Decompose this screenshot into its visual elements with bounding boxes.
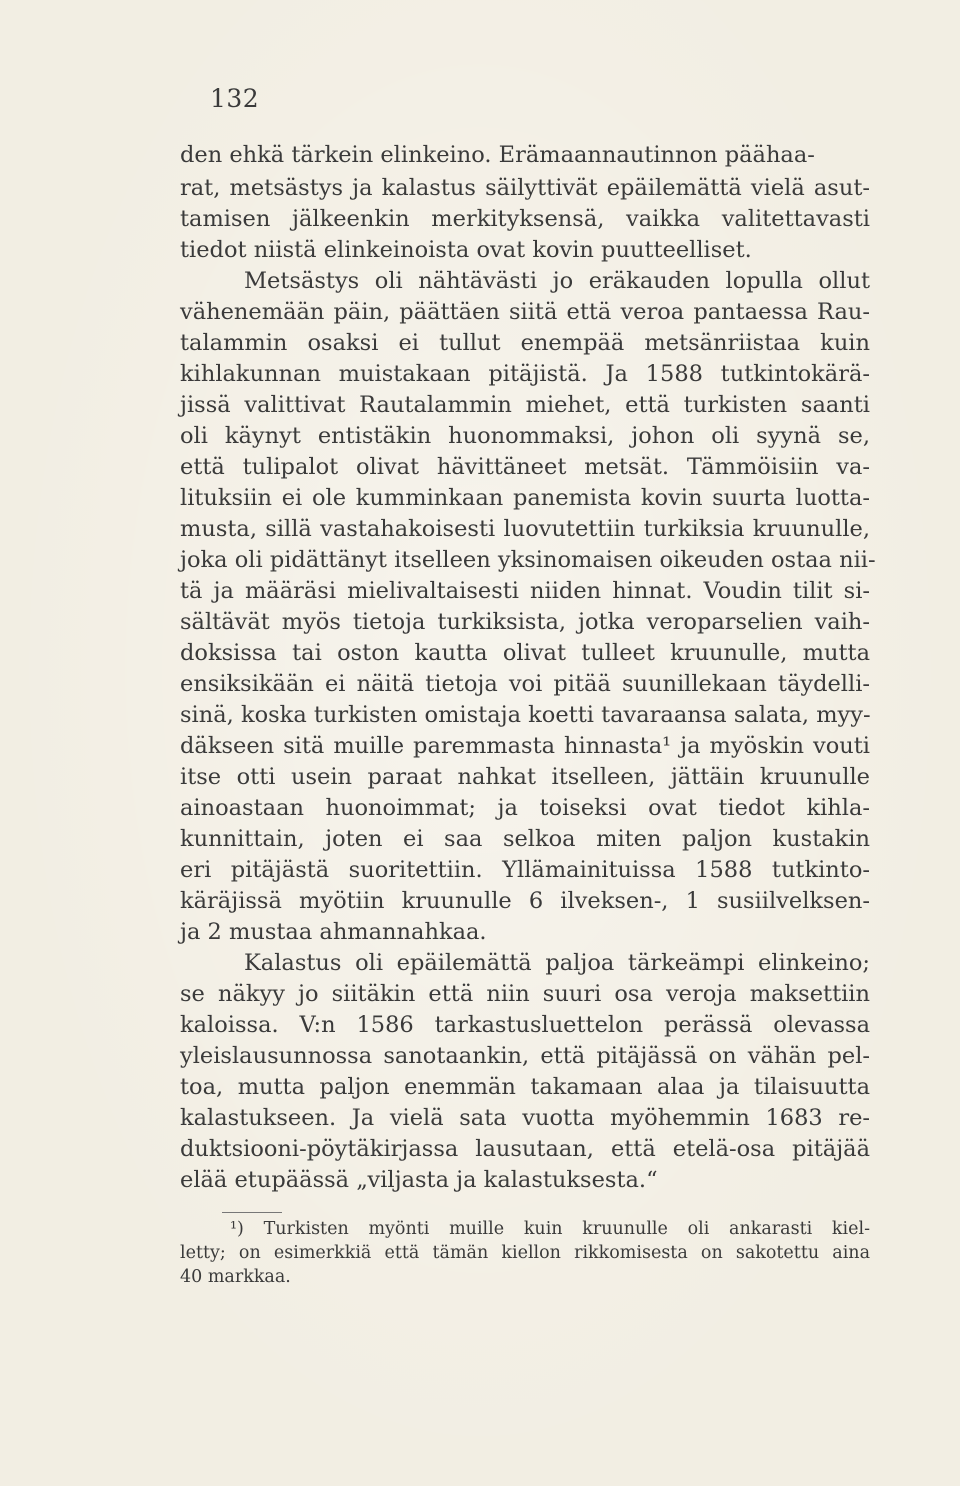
body-line: että tulipalot olivat hävittäneet metsät. Tämmöisiin va- — [180, 454, 870, 480]
body-line: musta, sillä vastahakoisesti luovutettiin turkiksia kruunulle, — [180, 516, 870, 542]
body-line: vähenemään päin, päättäen siitä että veroa pantaessa Rau- — [180, 299, 870, 325]
body-line: kaloissa. V:n 1586 tarkastusluettelon perässä olevassa — [180, 1012, 870, 1038]
body-line: lituksiin ei ole kumminkaan panemista kovin suurta luotta- — [180, 485, 870, 511]
body-line: se näkyy jo siitäkin että niin suuri osa veroja maksettiin — [180, 981, 870, 1007]
body-line: rat, metsästys ja kalastus säilyttivät epäilemättä vielä asut- — [180, 175, 870, 201]
body-line: ensiksikään ei näitä tietoja voi pitää suunillekaan täydelli- — [180, 671, 870, 697]
body-line: sinä, koska turkisten omistaja koetti tavaraansa salata, myy- — [180, 702, 871, 728]
body-line: talammin osaksi ei tullut enempää metsänriistaa kuin — [180, 330, 870, 356]
body-line: eri pitäjästä suoritettiin. Yllämainituissa 1588 tutkinto- — [180, 857, 870, 883]
footnote-line: letty; on esimerkkiä että tämän kiellon rikkomisesta on sakotettu aina — [180, 1243, 870, 1263]
body-line: yleislausunnossa sanotaankin, että pitäjässä on vähän pel- — [180, 1043, 870, 1069]
body-line: kalastukseen. Ja vielä sata vuotta myöhemmin 1683 re- — [180, 1105, 870, 1131]
body-line: ja 2 mustaa ahmannahkaa. — [180, 919, 487, 945]
body-line: tiedot niistä elinkeinoista ovat kovin puutteelliset. — [180, 237, 752, 263]
footnote-line: ¹) Turkisten myönti muille kuin kruunulle oli ankarasti kiel- — [230, 1219, 870, 1239]
body-line: kihlakunnan muistakaan pitäjistä. Ja 1588 tutkintokärä- — [180, 361, 870, 387]
body-line: Metsästys oli nähtävästi jo eräkauden lopulla ollut — [244, 268, 870, 294]
body-line: käräjissä myötiin kruunulle 6 ilveksen-, 1 susiilvelksen- — [180, 888, 870, 914]
body-line: kunnittain, joten ei saa selkoa miten paljon kustakin — [180, 826, 870, 852]
body-line: duktsiooni-pöytäkirjassa lausutaan, että etelä-osa pitäjää — [180, 1136, 870, 1162]
body-line: jissä valittivat Rautalammin miehet, että turkisten saanti — [180, 392, 870, 418]
footnote-line: 40 markkaa. — [180, 1267, 291, 1287]
page-number: 132 — [210, 84, 260, 113]
body-line: itse otti usein paraat nahkat itselleen, jättäin kruunulle — [180, 764, 870, 790]
body-line: doksissa tai oston kautta olivat tulleet kruunulle, mutta — [180, 640, 870, 666]
body-line: toa, mutta paljon enemmän takamaan alaa ja tilaisuutta — [180, 1074, 870, 1100]
body-line: ainoastaan huonoimmat; ja toiseksi ovat tiedot kihla- — [180, 795, 870, 821]
body-line: Kalastus oli epäilemättä paljoa tärkeämpi elinkeino; — [244, 950, 870, 976]
body-line: den ehkä tärkein elinkeino. Erämaannautinnon päähaa- — [180, 142, 815, 168]
body-line: oli käynyt entistäkin huonommaksi, johon oli syynä se, — [180, 423, 870, 449]
body-line: däkseen sitä muille paremmasta hinnasta¹ ja myöskin vouti — [180, 733, 870, 759]
footnote-divider — [222, 1212, 282, 1213]
body-line: elää etupäässä „viljasta ja kalastuksesta.“ — [180, 1167, 658, 1193]
body-line: sältävät myös tietoja turkiksista, jotka veroparselien vaih- — [180, 609, 870, 635]
body-line: joka oli pidättänyt itselleen yksinomaisen oikeuden ostaa nii- — [180, 547, 876, 573]
body-line: tä ja määräsi mielivaltaisesti niiden hinnat. Voudin tilit si- — [180, 578, 870, 604]
body-line: tamisen jälkeenkin merkityksensä, vaikka valitettavasti — [180, 206, 870, 232]
